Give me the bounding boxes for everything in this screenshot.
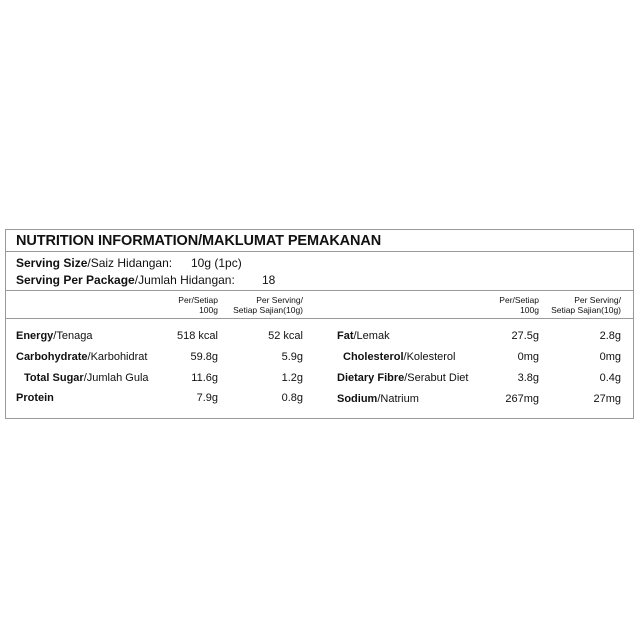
header-per100-left-line2: 100g xyxy=(199,305,218,315)
header-per100-left-line1: Per/Setiap xyxy=(178,295,218,305)
nutrient-energy-per100: 518 kcal xyxy=(177,330,218,342)
nutrient-dietary-fibre-perserving: 0.4g xyxy=(599,372,621,384)
divider-title xyxy=(6,251,633,252)
header-per100-right xyxy=(499,295,539,315)
header-perserving-left-line1: Per Serving/ xyxy=(256,295,303,305)
nutrient-label-energy: Energy/Tenaga xyxy=(16,330,93,342)
divider-header xyxy=(6,318,633,319)
serving-size-value: 10g (1pc) xyxy=(191,256,242,270)
header-per100-right-line2: 100g xyxy=(520,305,539,315)
header-perserving-left-line2: Setiap Sajian(10g) xyxy=(233,305,303,315)
nutrient-dietary-fibre-per100: 3.8g xyxy=(517,372,539,384)
header-perserving-right-line2: Setiap Sajian(10g) xyxy=(551,305,621,315)
nutrient-label-dietary-fibre: Dietary Fibre/Serabut Diet xyxy=(337,372,469,384)
nutrient-fat-per100: 27.5g xyxy=(511,330,539,342)
serving-size-label: /Saiz Hidangan: xyxy=(87,256,173,270)
serving-per-package-label-bold: Serving Per Package xyxy=(16,273,135,287)
nutrient-protein-per100: 7.9g xyxy=(196,392,218,404)
header-per100-right-line1: Per/Setiap xyxy=(499,295,539,305)
header-perserving-right-line1: Per Serving/ xyxy=(574,295,621,305)
serving-per-package-value: 18 xyxy=(262,273,276,287)
nutrient-label-cholesterol: Cholesterol/Kolesterol xyxy=(343,351,456,363)
nutrition-panel xyxy=(5,229,634,419)
nutrient-label-sodium: Sodium/Natrium xyxy=(337,393,419,405)
nutrient-carbohydrate-per100: 59.8g xyxy=(190,351,218,363)
nutrient-total-sugar-perserving: 1.2g xyxy=(281,372,303,384)
nutrient-label-protein: Protein xyxy=(16,392,54,404)
nutrient-label-fat: Fat/Lemak xyxy=(337,330,390,342)
divider-serving xyxy=(6,290,633,291)
serving-per-package-label: /Jumlah Hidangan: xyxy=(134,273,235,287)
nutrient-cholesterol-per100: 0mg xyxy=(517,351,539,363)
header-per100-left xyxy=(178,295,218,315)
nutrient-sodium-per100: 267mg xyxy=(505,393,539,405)
nutrient-label-total-sugar: Total Sugar/Jumlah Gula xyxy=(24,372,149,384)
nutrient-protein-perserving: 0.8g xyxy=(281,392,303,404)
nutrient-cholesterol-perserving: 0mg xyxy=(599,351,621,363)
nutrient-carbohydrate-perserving: 5.9g xyxy=(281,351,303,363)
nutrient-energy-perserving: 52 kcal xyxy=(268,330,303,342)
nutrient-sodium-perserving: 27mg xyxy=(593,393,621,405)
nutrient-label-carbohydrate: Carbohydrate/Karbohidrat xyxy=(16,351,148,363)
header-perserving-right xyxy=(551,295,621,315)
nutrient-fat-perserving: 2.8g xyxy=(599,330,621,342)
nutrient-total-sugar-per100: 11.6g xyxy=(191,372,218,384)
serving-size-row xyxy=(16,256,242,270)
serving-size-label-bold: Serving Size xyxy=(16,256,88,270)
serving-per-package-row xyxy=(16,273,276,287)
panel-title: NUTRITION INFORMATION/MAKLUMAT PEMAKANAN xyxy=(16,233,382,249)
header-perserving-left xyxy=(233,295,303,315)
